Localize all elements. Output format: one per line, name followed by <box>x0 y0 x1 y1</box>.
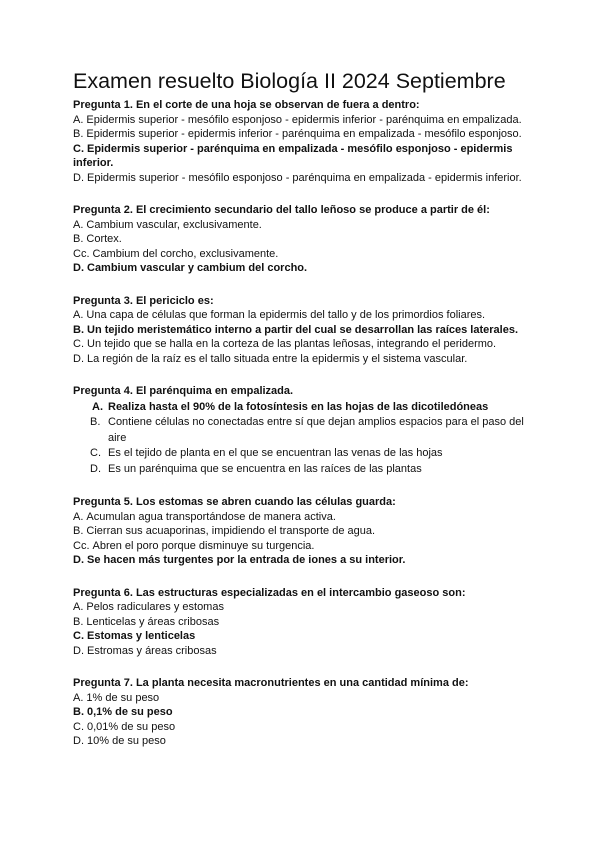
question-heading: Pregunta 2. El crecimiento secundario del tallo leñoso se produce a partir de él: <box>73 204 490 216</box>
answer-option-correct <box>73 261 538 276</box>
question-7 <box>73 676 538 749</box>
answer-option-correct <box>73 553 538 568</box>
answer-option-correct <box>73 400 538 416</box>
option-text: Es el tejido de planta en el que se encuentran las venas de las hojas <box>108 447 443 459</box>
answer-option <box>73 734 538 749</box>
option-letter: B. <box>90 416 101 428</box>
answer-option <box>73 539 538 554</box>
answer-option <box>73 232 538 247</box>
option-letter: C. <box>73 338 84 350</box>
option-letter: D. <box>73 352 84 365</box>
option-text: 0,1% de su peso <box>87 706 173 718</box>
answer-option-correct <box>73 629 538 644</box>
option-text: Una capa de células que forman la epidermis del tallo y de los primordios foliares. <box>86 309 486 321</box>
option-text: Cambium del corcho, exclusivamente. <box>92 247 279 260</box>
option-text: Epidermis superior - parénquima en empalizada - mesófilo esponjoso - epidermis inferior. <box>73 142 513 169</box>
question-heading: Pregunta 4. El parénquima en empalizada. <box>73 385 294 397</box>
answer-option <box>73 446 538 462</box>
option-letter: B. <box>73 323 84 336</box>
option-letter: D. <box>73 171 84 184</box>
answer-option <box>73 720 538 735</box>
option-text: Cortex. <box>86 233 122 245</box>
option-letter: A. <box>73 113 84 126</box>
question-heading: Pregunta 5. Los estomas se abren cuando las células guarda: <box>73 496 396 508</box>
answer-option <box>73 308 538 323</box>
option-text: Acumulan agua transportándose de manera activa. <box>86 510 336 523</box>
question-3 <box>73 294 538 367</box>
option-letter: A. <box>73 510 84 523</box>
option-text: Epidermis superior - epidermis inferior - parénquima en empalizada - mesófilo esponjoso. <box>86 128 522 140</box>
answer-option <box>73 415 538 446</box>
option-text: Cambium vascular y cambium del corcho. <box>87 262 308 274</box>
document-title: Examen resuelto Biología II 2024 Septiembre <box>73 69 506 93</box>
option-letter: C. <box>73 720 84 733</box>
answer-option <box>73 247 538 262</box>
option-text: Cambium vascular, exclusivamente. <box>86 218 262 231</box>
option-text: Cierran sus acuaporinas, impidiendo el transporte de agua. <box>86 525 376 537</box>
answer-option <box>73 510 538 525</box>
option-text: Un tejido meristemático interno a partir del cual se desarrollan las raíces laterales. <box>87 323 519 336</box>
option-letter: D. <box>73 735 84 747</box>
option-letter: B. <box>73 128 84 140</box>
answer-option <box>73 524 538 539</box>
option-letter: A. <box>92 400 103 413</box>
option-letter: D. <box>90 462 101 475</box>
option-text: Lenticelas y áreas cribosas <box>86 615 220 628</box>
answer-list <box>73 400 538 478</box>
option-text: La región de la raíz es el tallo situada entre la epidermis y el sistema vascular. <box>87 352 468 365</box>
option-text: Estromas y áreas cribosas <box>87 644 217 657</box>
option-text: Contiene células no conectadas entre sí que dejan amplios espacios para el paso del aire <box>108 416 524 444</box>
option-letter: B. <box>73 525 84 537</box>
question-4 <box>73 384 538 477</box>
option-letter: Cc. <box>73 539 90 552</box>
question-heading: Pregunta 7. La planta necesita macronutrientes en una cantidad mínima de: <box>73 677 469 689</box>
option-text: Se hacen más turgentes por la entrada de iones a su interior. <box>87 554 406 566</box>
option-text: Estomas y lenticelas <box>87 630 196 642</box>
option-text: Abren el poro porque disminuye su turgencia. <box>92 539 315 552</box>
option-letter: A. <box>73 691 84 704</box>
option-text: Epidermis superior - mesófilo esponjoso - parénquima en empalizada - epidermis inferior. <box>87 171 522 184</box>
option-text: Es un parénquima que se encuentra en las raíces de las plantas <box>108 462 422 475</box>
question-heading: Pregunta 1. En el corte de una hoja se observan de fuera a dentro: <box>73 99 420 111</box>
question-2 <box>73 203 538 276</box>
option-text: Epidermis superior - mesófilo esponjoso - epidermis inferior - parénquima en empalizada. <box>86 113 522 126</box>
option-text: Pelos radiculares y estomas <box>86 601 224 613</box>
question-5 <box>73 495 538 568</box>
answer-option <box>73 218 538 233</box>
option-letter: D. <box>73 262 84 274</box>
answer-option <box>73 113 538 128</box>
option-letter: C. <box>73 630 84 642</box>
option-text: 10% de su peso <box>87 735 166 747</box>
answer-option <box>73 691 538 706</box>
answer-option <box>73 171 538 186</box>
answer-option <box>73 337 538 352</box>
answer-option-correct <box>73 323 538 338</box>
answer-option-correct <box>73 705 538 720</box>
option-text: 1% de su peso <box>86 691 160 704</box>
answer-option <box>73 600 538 615</box>
question-6 <box>73 586 538 659</box>
option-text: Un tejido que se halla en la corteza de las plantas leñosas, integrando el peridermo. <box>87 338 497 350</box>
answer-option <box>73 352 538 367</box>
option-letter: B. <box>73 615 84 628</box>
question-heading: Pregunta 3. El periciclo es: <box>73 294 214 307</box>
option-letter: D. <box>73 554 84 566</box>
option-text: 0,01% de su peso <box>87 720 176 733</box>
option-letter: Cc. <box>73 247 90 260</box>
option-letter: A. <box>73 309 84 321</box>
answer-option <box>73 462 538 478</box>
option-letter: A. <box>73 601 84 613</box>
option-letter: B. <box>73 233 84 245</box>
option-letter: D. <box>73 644 84 657</box>
option-letter: C. <box>73 142 84 155</box>
question-heading: Pregunta 6. Las estructuras especializadas en el intercambio gaseoso son: <box>73 586 466 599</box>
option-text: Realiza hasta el 90% de la fotosíntesis en las hojas de las dicotiledóneas <box>108 400 489 413</box>
option-letter: C. <box>90 447 101 459</box>
answer-option <box>73 127 538 142</box>
answer-option-correct <box>73 142 538 171</box>
answer-option <box>73 615 538 630</box>
answer-option <box>73 644 538 659</box>
option-letter: A. <box>73 218 84 231</box>
option-letter: B. <box>73 706 84 718</box>
question-1 <box>73 98 538 185</box>
